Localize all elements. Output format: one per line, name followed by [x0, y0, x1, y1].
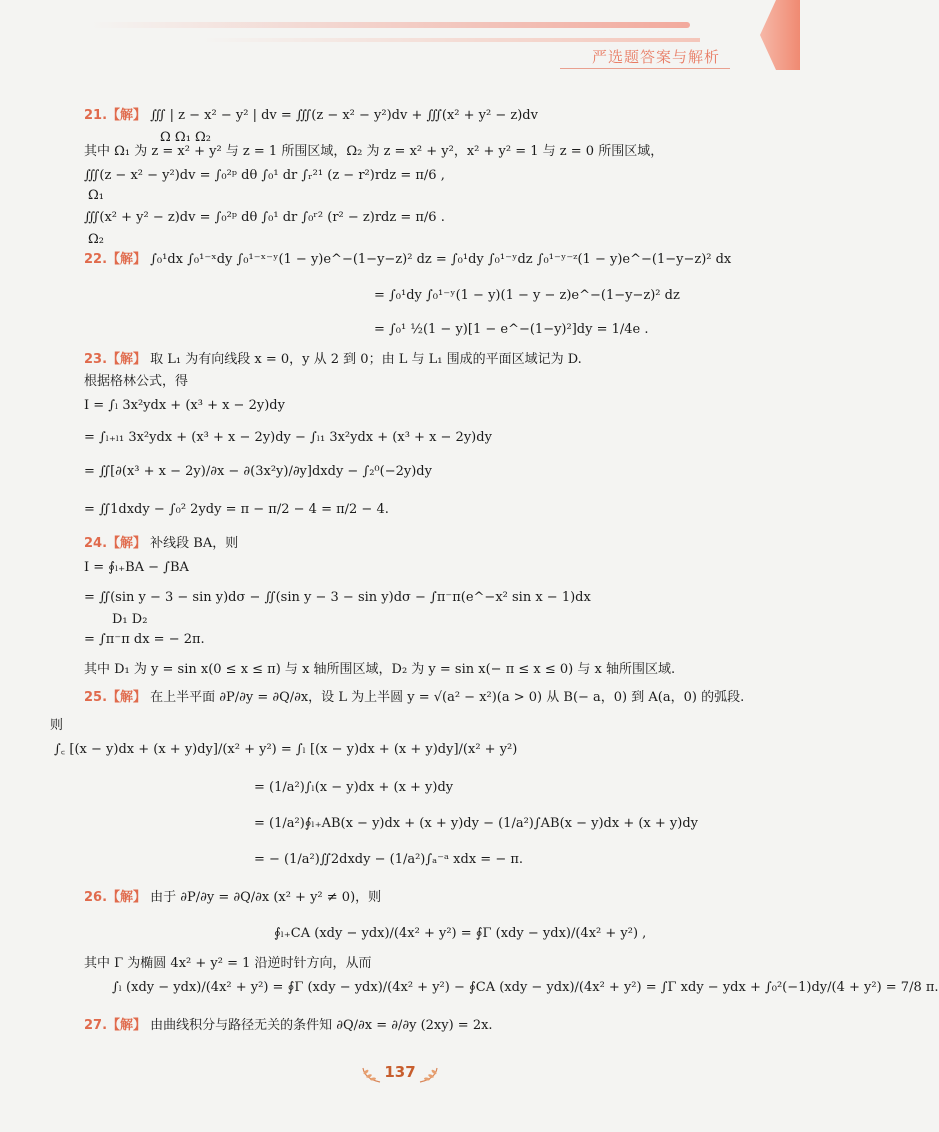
line-text: D₁ D₂ — [112, 612, 148, 627]
line-text: 其中 Ω₁ 为 z = x² + y² 与 z = 1 所围区域，Ω₂ 为 z = x² + y²，x² + y² = 1 与 z = 0 所围区域， — [84, 144, 664, 159]
line-text: ∫꜀ [(x − y)dx + (x + y)dy]/(x² + y²) = ∫ₗ [(x − y)dx + (x + y)dy]/(x² + y²) — [54, 742, 518, 757]
text-line — [254, 816, 698, 832]
header-stripe-secondary — [200, 38, 700, 42]
text-line — [112, 612, 147, 628]
line-text: 其中 D₁ 为 y = sin x(0 ≤ x ≤ π) 与 x 轴所围区域，D₂ 为 y = sin x(− π ≤ x ≤ 0) 与 x 轴所围区域. — [84, 662, 676, 677]
text-line — [84, 464, 432, 480]
text-line — [84, 956, 372, 972]
line-text: ∭(z − x² − y²)dv = ∫₀²ᵖ dθ ∫₀¹ dr ∫ᵣ²¹ (z − r²)rdz = π/6 , — [84, 168, 445, 183]
line-text: Ω₁ — [88, 188, 104, 203]
laurel-icon — [360, 1066, 382, 1084]
laurel-icon — [418, 1066, 440, 1084]
text-line — [84, 502, 389, 518]
text-line — [84, 632, 205, 648]
text-line — [50, 718, 63, 734]
line-text: 则 — [50, 718, 64, 733]
text-line — [84, 560, 189, 576]
header-rule — [560, 68, 730, 69]
line-text: I = ∫ₗ 3x²ydx + (x³ + x − 2y)dy — [84, 398, 285, 413]
page-number: 137 — [384, 1063, 416, 1081]
problem-label: 23.【解】 — [84, 352, 147, 367]
page-corner-tab — [760, 0, 800, 70]
line-text: Ω Ω₁ Ω₂ — [160, 130, 212, 145]
line-text: 补线段 BA，则 — [146, 536, 239, 551]
text-line — [374, 322, 649, 338]
problem-label: 26.【解】 — [84, 890, 147, 905]
text-line — [54, 742, 517, 758]
problem-label: 24.【解】 — [84, 536, 147, 551]
text-line — [84, 890, 381, 906]
text-line — [84, 536, 238, 552]
text-line — [84, 590, 591, 606]
problem-label: 27.【解】 — [84, 1018, 147, 1033]
text-line — [254, 780, 453, 796]
header-title: 严选题答案与解析 — [591, 48, 720, 66]
line-text: = ∬[∂(x³ + x − 2y)/∂x − ∂(3x²y)/∂y]dxdy − ∫₂⁰(−2y)dy — [84, 464, 432, 479]
problem-label: 21.【解】 — [84, 108, 147, 123]
line-text: ∭ | z − x² − y² | dv = ∭(z − x² − y²)dv + ∭(x² + y² − z)dv — [146, 108, 538, 123]
line-text: ∭(x² + y² − z)dv = ∫₀²ᵖ dθ ∫₀¹ dr ∫₀ʳ² (r² − z)rdz = π/6 . — [84, 210, 445, 225]
line-text: = ∫₀¹ ½(1 − y)[1 − e^−(1−y)²]dy = 1/4e . — [374, 322, 649, 337]
text-line — [84, 352, 582, 368]
problem-label: 25.【解】 — [84, 690, 147, 705]
line-text: 由曲线积分与路径无关的条件知 ∂Q/∂x = ∂/∂y (2xy) = 2x. — [146, 1018, 493, 1033]
line-text: = ∫ₗ₊ₗ₁ 3x²ydx + (x³ + x − 2y)dy − ∫ₗ₁ 3x²ydx + (x³ + x − 2y)dy — [84, 430, 492, 445]
line-text: ∫ₗ (xdy − ydx)/(4x² + y²) = ∮Γ (xdy − ydx)/(4x² + y²) − ∮CA (xdy − ydx)/(4x² + y²) = ∫Γ xdy − ydx + ∫₀²(−1)dy/(4 + y²) = 7/8 π. — [112, 980, 939, 995]
line-text: 其中 Γ 为椭圆 4x² + y² = 1 沿逆时针方向，从而 — [84, 956, 372, 971]
line-text: 在上半平面 ∂P/∂y = ∂Q/∂x，设 L 为上半圆 y = √(a² − x²)(a > 0) 从 B(− a，0) 到 A(a，0) 的弧段. — [146, 690, 745, 705]
line-text: I = ∮ₗ₊BA − ∫BA — [84, 560, 189, 575]
line-text: 根据格林公式，得 — [84, 374, 189, 389]
text-line — [88, 188, 104, 204]
text-line — [254, 852, 523, 868]
line-text: = ∬1dxdy − ∫₀² 2ydy = π − π/2 − 4 = π/2 − 4. — [84, 502, 389, 517]
text-line — [84, 398, 285, 414]
line-text: = − (1/a²)∬2dxdy − (1/a²)∫ₐ⁻ᵃ xdx = − π. — [254, 852, 524, 867]
text-line — [84, 662, 675, 678]
text-line — [84, 210, 445, 226]
text-line — [274, 926, 646, 942]
text-line — [84, 690, 744, 706]
header-stripe — [90, 22, 690, 28]
line-text: ∮ₗ₊CA (xdy − ydx)/(4x² + y²) = ∮Γ (xdy − ydx)/(4x² + y²) , — [274, 926, 647, 941]
page-number-badge — [356, 1062, 444, 1088]
line-text: = ∫π⁻π dx = − 2π. — [84, 632, 205, 647]
line-text: = ∬(sin y − 3 − sin y)dσ − ∬(sin y − 3 − sin y)dσ − ∫π⁻π(e^−x² sin x − 1)dx — [84, 590, 591, 605]
line-text: 由于 ∂P/∂y = ∂Q/∂x (x² + y² ≠ 0)，则 — [146, 890, 382, 905]
line-text: = (1/a²)∮ₗ₊AB(x − y)dx + (x + y)dy − (1/a²)∫AB(x − y)dx + (x + y)dy — [254, 816, 698, 831]
line-text: ∫₀¹dx ∫₀¹⁻ˣdy ∫₀¹⁻ˣ⁻ʸ(1 − y)e^−(1−y−z)² dz = ∫₀¹dy ∫₀¹⁻ʸdz ∫₀¹⁻ʸ⁻ᶻ(1 − y)e^−(1−y−z)² dx — [146, 252, 732, 267]
line-text: Ω₂ — [88, 232, 104, 247]
line-text: 取 L₁ 为有向线段 x = 0，y 从 2 到 0；由 L 与 L₁ 围成的平面区域记为 D. — [146, 352, 582, 367]
text-line — [84, 168, 445, 184]
text-line — [84, 108, 538, 124]
text-line — [84, 374, 188, 390]
text-line — [112, 980, 939, 996]
line-text: = (1/a²)∫ₗ(x − y)dx + (x + y)dy — [254, 780, 454, 795]
text-line — [84, 144, 663, 160]
text-line — [84, 430, 492, 446]
text-line — [88, 232, 104, 248]
text-line — [374, 288, 680, 304]
text-line — [84, 1018, 493, 1034]
text-line — [84, 252, 731, 268]
problem-label: 22.【解】 — [84, 252, 147, 267]
line-text: = ∫₀¹dy ∫₀¹⁻ʸ(1 − y)(1 − y − z)e^−(1−y−z)² dz — [374, 288, 680, 303]
